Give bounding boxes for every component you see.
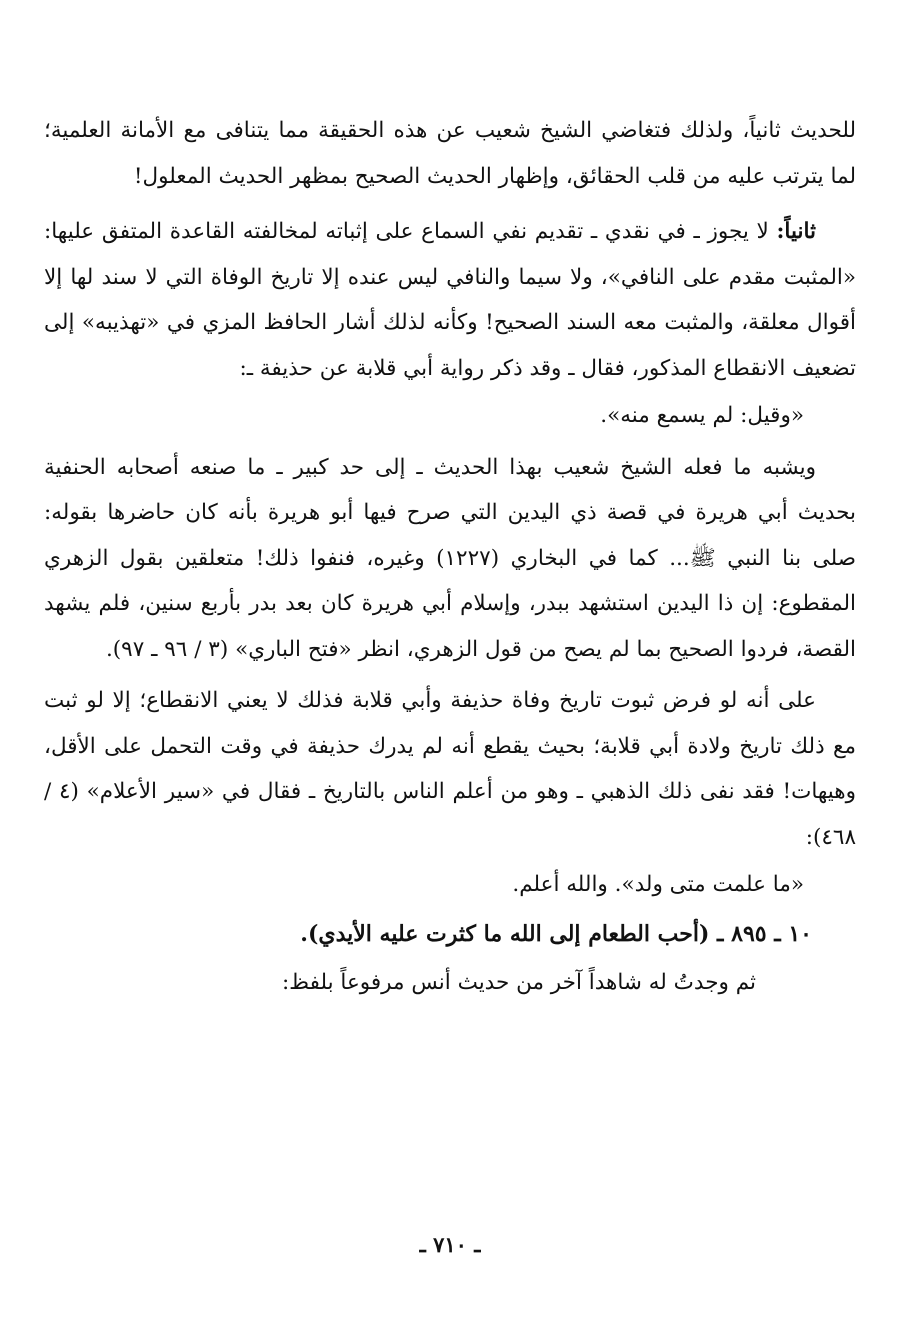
paragraph-5: ثم وجدتُ له شاهداً آخر من حديث أنس مرفوعاً بلفظ: <box>281 969 756 995</box>
paragraph-1: للحديث ثانياً، ولذلك فتغاضي الشيخ شعيب عن هذه الحقيقة مما يتنافى مع الأمانة العلمية؛ لما يترتب عليه من قلب الحقائق، وإظهار الحديث الصحيح بمظهر الحديث المعلول! <box>44 118 856 189</box>
quote-2: «ما علمت متى ولد». والله أعلم. <box>512 872 804 897</box>
paragraph-2 <box>44 209 856 391</box>
page-body <box>44 108 856 1005</box>
paragraph-3: ويشبه ما فعله الشيخ شعيب بهذا الحديث ـ إلى حد كبير ـ ما صنعه أصحابه الحنفية بحديث أبي هريرة في قصة ذي اليدين التي صرح فيها أبو هريرة بأنه كان حاضرها بقوله: صلى بنا النبي ﷺ... كما في البخاري (١٢٢٧) وغيره، فنفوا ذلك! متعلقين بقول الزهري المقطوع: إن ذا اليدين استشهد ببدر، وإسلام أبي هريرة كان بعد بدر بأربع سنين، فلم يشهد القصة، فردوا الصحيح بما لم يصح من قول الزهري، انظر «فتح الباري» (٣ / ٩٦ ـ ٩٧). <box>44 454 856 662</box>
paragraph-4: على أنه لو فرض ثبوت تاريخ وفاة حذيفة وأبي قلابة فذلك لا يعني الانقطاع؛ إلا لو ثبت مع ذلك تاريخ ولادة أبي قلابة؛ بحيث يقطع أنه لم يدرك حذيفة في وقت التحمل على الأقل، وهيهات! فقد نفى ذلك الذهبي ـ وهو من أعلم الناس بالتاريخ ـ فقال في «سير الأعلام» (٤ / ٤٦٨): <box>44 688 857 850</box>
paragraph-2-body: لا يجوز ـ في نقدي ـ تقديم نفي السماع على إثباته لمخالفته القاعدة المتفق عليها: «المثبت مقدم على النافي»، ولا سيما والنافي ليس عنده إلا تاريخ الوفاة التي لا سند لها إلا أقوال معلقة، والمثبت معه السند الصحيح! وكأنه لذلك أشار الحافظ المزي في «تهذيبه» إلى تضعيف الانقطاع المذكور، فقال ـ وقد ذكر رواية أبي قلابة عن حذيفة ـ: <box>44 219 856 381</box>
hadith-heading: ١٠ ـ ٨٩٥ ـ (أحب الطعام إلى الله ما كثرت عليه الأيدي). <box>300 920 812 947</box>
paragraph-2-lead: ثانياً: <box>776 219 816 244</box>
quote-1: «وقيل: لم يسمع منه». <box>600 403 804 428</box>
page-number: ـ ٧١٠ ـ <box>419 1232 481 1257</box>
